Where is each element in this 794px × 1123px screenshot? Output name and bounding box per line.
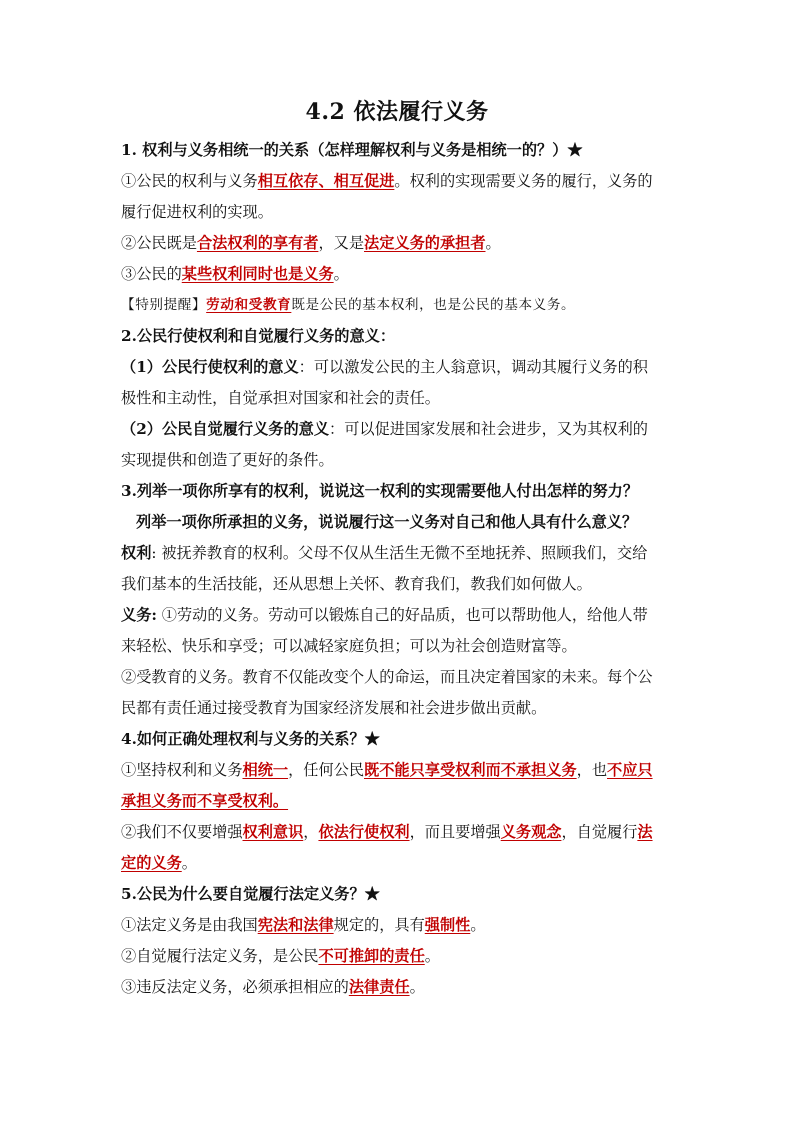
- text-line: [121, 414, 677, 445]
- text-run: : 被抚养教育的权利。父母不仅从生活生无微不至地抚养、照顾我们，交给: [151, 544, 648, 562]
- text-run: 民都有责任通过接受教育为国家经济发展和社会进步做出贡献。: [121, 699, 547, 717]
- section-heading: [121, 507, 677, 538]
- bold-text: 2.公民行使权利和自觉履行义务的意义：: [121, 327, 396, 345]
- section-heading: [121, 135, 677, 166]
- text-line: [121, 972, 677, 1003]
- text-run: 。: [485, 234, 501, 252]
- text-line: [121, 631, 677, 662]
- section-heading: [121, 321, 677, 352]
- key-phrase-highlight: 承担义务而不享受权利。: [121, 792, 289, 810]
- text-run: ：可以促进国家发展和社会进步，又为其权利的: [329, 420, 648, 438]
- key-phrase-highlight: 相互依存、相互促进: [257, 172, 395, 190]
- text-run: ②公民既是: [121, 234, 197, 252]
- key-phrase-highlight: 某些权利同时也是义务: [181, 265, 334, 283]
- key-phrase-highlight: 不可推卸的责任: [318, 947, 425, 965]
- text-line: [121, 848, 677, 879]
- text-line: [121, 445, 677, 476]
- text-run: 。: [424, 947, 440, 965]
- text-run: 。: [181, 854, 197, 872]
- bold-text: （1）公民行使权利的意义: [121, 358, 299, 376]
- text-line: [121, 197, 677, 228]
- text-line: [121, 817, 677, 848]
- key-phrase-highlight: 既不能只享受权利而不承担义务: [364, 761, 577, 779]
- text-run: 履行促进权利的实现。: [121, 203, 273, 221]
- text-line: [121, 228, 677, 259]
- text-run: ，自觉履行: [561, 823, 638, 841]
- bold-text: （2）公民自觉履行义务的意义: [121, 420, 330, 438]
- text-line: [121, 352, 677, 383]
- text-run: 。: [470, 916, 486, 934]
- text-run: 实现提供和创造了更好的条件。: [121, 451, 334, 469]
- section-heading: [121, 476, 677, 507]
- key-phrase-highlight: 定的义务: [121, 854, 182, 872]
- text-run: ①公民的权利与义务: [121, 172, 258, 190]
- bold-text: 列举一项你所承担的义务，说说履行这一义务对自己和他人具有什么意义？: [136, 513, 638, 531]
- text-line: [121, 910, 677, 941]
- text-run: 来轻松、快乐和享受；可以减轻家庭负担；可以为社会创造财富等。: [121, 637, 577, 655]
- text-run: ②受教育的义务。教育不仅能改变个人的命运，而且决定着国家的未来。每个公: [121, 668, 653, 686]
- text-line: [121, 166, 677, 197]
- text-run: ，而且要增强: [409, 823, 501, 841]
- key-phrase-highlight: 权利意识: [242, 823, 304, 841]
- key-phrase-highlight: 不应只: [607, 761, 653, 779]
- text-run: 极性和主动性，自觉承担对国家和社会的责任。: [121, 389, 440, 407]
- document-body: [121, 135, 677, 1003]
- text-run: 。权利的实现需要义务的履行，义务的: [394, 172, 653, 190]
- text-run: ③公民的: [121, 265, 182, 283]
- text-line: [121, 569, 677, 600]
- text-line: [121, 786, 677, 817]
- section-heading: [121, 724, 677, 755]
- text-run: ①法定义务是由我国: [121, 916, 258, 934]
- text-run: 。: [333, 265, 349, 283]
- text-run: ②自觉履行法定义务，是公民: [121, 947, 319, 965]
- text-run: ③违反法定义务，必须承担相应的: [121, 978, 349, 996]
- text-line: [121, 693, 677, 724]
- text-line: [121, 383, 677, 414]
- text-line: [121, 259, 677, 290]
- text-run: ①劳动的义务。劳动可以锻炼自己的好品质，也可以帮助他人，给他人带: [156, 606, 648, 624]
- text-run: ，又是: [318, 234, 364, 252]
- key-phrase-highlight: 义务观念: [500, 823, 562, 841]
- text-run: ，: [303, 823, 319, 841]
- text-line: [121, 941, 677, 972]
- key-phrase-highlight: 法: [637, 823, 653, 841]
- bold-text: 3.列举一项你所享有的权利，说说这一权利的实现需要他人付出怎样的努力？: [121, 482, 639, 500]
- special-note-line: [121, 290, 677, 321]
- text-run: 既是公民的基本权利，也是公民的基本义务。: [291, 297, 576, 313]
- text-run: 我们基本的生活技能，还从思想上关怀、教育我们，教我们如何做人。: [121, 575, 592, 593]
- text-line: [121, 662, 677, 693]
- key-phrase-highlight: 法定义务的承担者: [364, 234, 486, 252]
- key-phrase-highlight: 合法权利的享有者: [196, 234, 319, 252]
- bold-text: 义务:: [121, 606, 157, 624]
- key-phrase-highlight: 依法行使权利: [318, 823, 410, 841]
- text-run: ①坚持权利和义务: [121, 761, 243, 779]
- text-run: ②我们不仅要增强: [121, 823, 243, 841]
- bold-text: 4.如何正确处理权利与义务的关系？★: [121, 730, 380, 748]
- key-phrase-highlight: 法律责任: [348, 978, 410, 996]
- section-heading: [121, 879, 677, 910]
- key-phrase-highlight: 宪法和法律: [257, 916, 334, 934]
- text-run: 。: [409, 978, 425, 996]
- key-phrase-highlight: 劳动和受教育: [206, 297, 292, 313]
- text-run: ，也: [576, 761, 607, 779]
- text-line: [121, 600, 677, 631]
- key-phrase-highlight: 相统一: [242, 761, 289, 779]
- bold-text: 权利: [121, 544, 152, 562]
- document-title: 4.2 依法履行义务: [305, 99, 489, 125]
- text-run: 【特别提醒】: [121, 297, 207, 313]
- text-line: [121, 755, 677, 786]
- text-run: ，任何公民: [288, 761, 364, 779]
- text-line: [121, 538, 677, 569]
- bold-text: 5.公民为什么要自觉履行法定义务？★: [121, 885, 380, 903]
- key-phrase-highlight: 强制性: [424, 916, 471, 934]
- bold-text: 1. 权利与义务相统一的关系（怎样理解权利与义务是相统一的？）★: [121, 141, 583, 159]
- text-run: 规定的，具有: [333, 916, 425, 934]
- text-run: ：可以激发公民的主人翁意识，调动其履行义务的积: [298, 358, 648, 376]
